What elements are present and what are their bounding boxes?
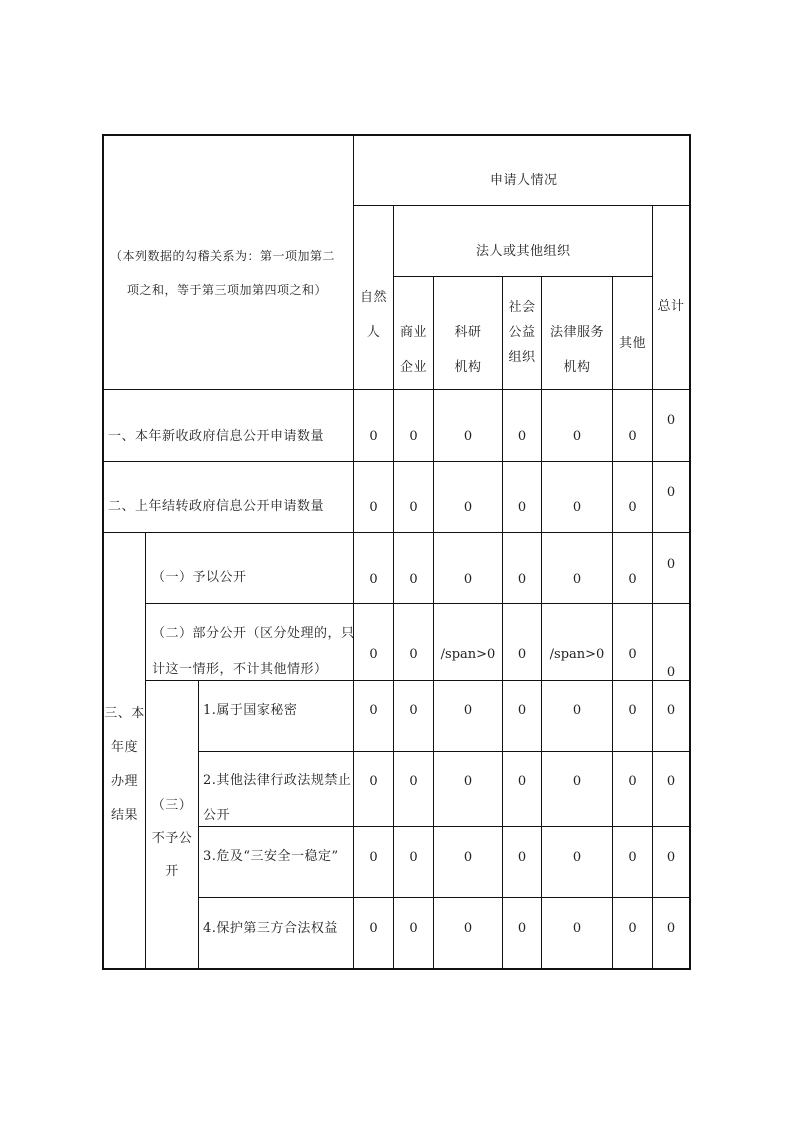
- value-carried-legal-service: 0: [572, 500, 582, 515]
- value-law-ban-research: 0: [463, 774, 473, 789]
- commercial-header: 商业 企业: [399, 325, 427, 375]
- value-partial-commercial: 0: [409, 647, 418, 662]
- value-new-total: 0: [666, 413, 676, 428]
- row-label-third-party: 4.保护第三方合法权益: [203, 921, 338, 936]
- value-carried-commercial: 0: [409, 500, 418, 515]
- row-label-partial-line-2: 计这一情形，不计其他情形）: [152, 662, 328, 677]
- value-secret-commercial: 0: [409, 703, 418, 718]
- applicant-status-header: 申请人情况: [490, 173, 558, 188]
- value-public-commercial: 0: [409, 572, 418, 587]
- value-secret-total: 0: [666, 703, 676, 718]
- value-carried-social: 0: [517, 500, 527, 515]
- value-partial-research: /span>0: [440, 647, 496, 662]
- column-note-line-1: （本列数据的勾稽关系为：第一项加第二: [110, 249, 336, 263]
- value-new-research: 0: [463, 429, 473, 444]
- value-public-research: 0: [463, 572, 473, 587]
- social-header: 社会 公益 组织: [508, 300, 536, 365]
- value-danger-natural-person: 0: [369, 850, 378, 865]
- table-border-top: [102, 134, 691, 136]
- value-law-ban-other: 0: [628, 774, 637, 789]
- row-label-secret: 1.属于国家秘密: [203, 703, 298, 718]
- legal-service-header: 法律服务 机构: [549, 325, 604, 375]
- value-new-commercial: 0: [409, 429, 418, 444]
- grid-line: [353, 205, 690, 206]
- grid-line: [198, 680, 199, 969]
- total-header: 总计: [657, 299, 685, 314]
- value-third-party-commercial: 0: [409, 921, 418, 936]
- grid-line: [145, 603, 690, 604]
- value-third-party-other: 0: [628, 921, 637, 936]
- value-danger-legal-service: 0: [572, 850, 582, 865]
- value-carried-total: 0: [666, 485, 676, 500]
- table-border-bottom: [102, 968, 691, 970]
- value-danger-total: 0: [666, 850, 676, 865]
- value-new-other: 0: [628, 429, 637, 444]
- column-note-line-2: 项之和，等于第三项加第四项之和）: [127, 283, 328, 297]
- row-label-not-public: （三） 不予公 开: [151, 798, 193, 879]
- value-carried-research: 0: [463, 500, 473, 515]
- grid-line: [198, 897, 690, 898]
- value-new-legal-service: 0: [572, 429, 582, 444]
- row-label-result-group: 三、本 年度 办理 结果: [104, 706, 145, 823]
- value-public-social: 0: [517, 572, 527, 587]
- value-partial-legal-service: /span>0: [549, 647, 605, 662]
- table-border-left: [102, 134, 104, 970]
- grid-line: [145, 532, 146, 969]
- value-danger-other: 0: [628, 850, 637, 865]
- value-law-ban-commercial: 0: [409, 774, 418, 789]
- value-law-ban-legal-service: 0: [572, 774, 582, 789]
- row-label-partial-line-1: （二）部分公开（区分处理的，只: [152, 626, 355, 641]
- row-label-law-ban-line-1: 2.其他法律行政法规禁止: [203, 773, 352, 788]
- value-law-ban-total: 0: [666, 774, 676, 789]
- value-third-party-total: 0: [666, 921, 676, 936]
- value-secret-natural-person: 0: [369, 703, 378, 718]
- value-secret-social: 0: [517, 703, 527, 718]
- row-label-law-ban-line-2: 公开: [203, 808, 231, 823]
- value-partial-natural-person: 0: [369, 647, 378, 662]
- value-third-party-legal-service: 0: [572, 921, 582, 936]
- value-third-party-social: 0: [517, 921, 527, 936]
- research-header: 科研 机构: [454, 325, 482, 375]
- value-public-other: 0: [628, 572, 637, 587]
- value-third-party-natural-person: 0: [369, 921, 378, 936]
- value-new-social: 0: [517, 429, 527, 444]
- grid-line: [393, 276, 652, 277]
- value-danger-social: 0: [517, 850, 527, 865]
- grid-line: [102, 461, 690, 462]
- grid-line: [353, 134, 354, 969]
- row-label-new: 一、本年新收政府信息公开申请数量: [108, 429, 325, 444]
- value-danger-research: 0: [463, 850, 473, 865]
- grid-line: [102, 389, 690, 390]
- legal-group-header: 法人或其他组织: [476, 244, 571, 259]
- value-partial-total: 0: [666, 665, 676, 680]
- value-carried-natural-person: 0: [369, 500, 378, 515]
- value-third-party-research: 0: [463, 921, 473, 936]
- row-label-carried: 二、上年结转政府信息公开申请数量: [108, 499, 325, 514]
- value-public-total: 0: [666, 557, 676, 572]
- value-secret-other: 0: [628, 703, 637, 718]
- natural-person-header: 自然 人: [359, 290, 387, 340]
- grid-line: [198, 826, 690, 827]
- grid-line: [145, 680, 690, 681]
- grid-line: [198, 751, 690, 752]
- table-border-right: [689, 134, 691, 970]
- value-secret-legal-service: 0: [572, 703, 582, 718]
- value-public-legal-service: 0: [572, 572, 582, 587]
- row-label-public: （一）予以公开: [152, 570, 247, 585]
- row-label-danger: 3.危及“三安全一稳定”: [203, 849, 339, 864]
- value-partial-other: 0: [628, 647, 637, 662]
- value-law-ban-natural-person: 0: [369, 774, 378, 789]
- value-new-natural-person: 0: [369, 429, 378, 444]
- value-partial-social: 0: [517, 647, 527, 662]
- grid-line: [102, 532, 690, 533]
- value-law-ban-social: 0: [517, 774, 527, 789]
- value-danger-commercial: 0: [409, 850, 418, 865]
- value-secret-research: 0: [463, 703, 473, 718]
- other-header: 其他: [618, 336, 646, 351]
- value-carried-other: 0: [628, 500, 637, 515]
- value-public-natural-person: 0: [369, 572, 378, 587]
